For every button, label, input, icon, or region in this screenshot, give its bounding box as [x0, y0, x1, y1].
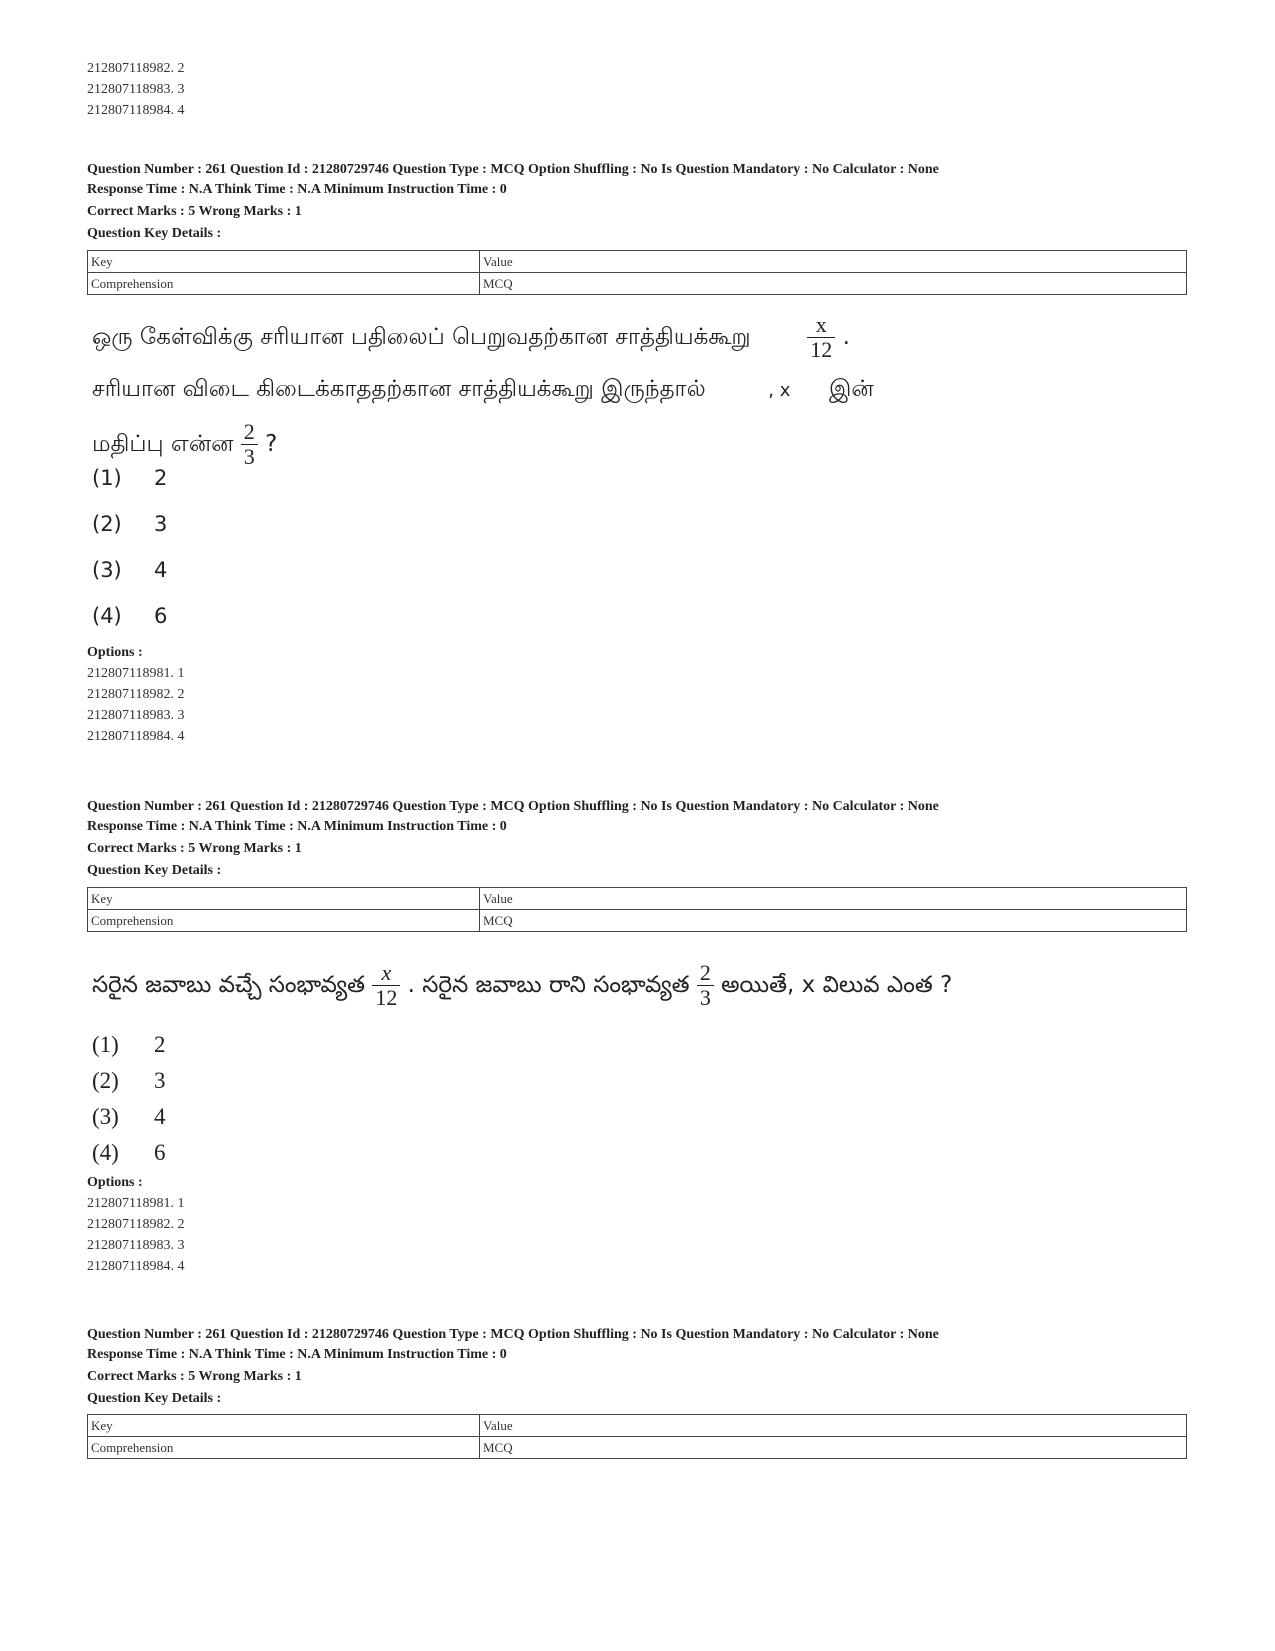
answer-value: 6	[154, 1140, 166, 1165]
options-section	[87, 1173, 184, 1277]
fraction-denominator: 12	[372, 985, 400, 1010]
answer-option	[92, 455, 167, 501]
question-mark: ?	[265, 431, 278, 457]
answer-value: 4	[154, 558, 168, 582]
answer-option	[92, 501, 167, 547]
table-cell: Comprehension	[88, 910, 480, 932]
fraction-numerator: 2	[699, 960, 711, 985]
option-id: 212807118984. 4	[87, 103, 185, 118]
question-line: ஒரு கேள்விக்கு சரியான பதிலைப் பெறுவதற்கான சாத்தியக்கூறு	[92, 324, 751, 350]
table-cell: MCQ	[480, 273, 1187, 295]
answer-value: 3	[154, 512, 168, 536]
table-row	[88, 910, 1187, 932]
fraction	[807, 313, 835, 362]
fraction-denominator: 3	[697, 985, 714, 1010]
fraction-numerator: x	[381, 960, 392, 985]
option-id: 212807118984. 4	[87, 1259, 185, 1274]
meta-line-1: Question Number : 261 Question Id : 21280729746 Question Type : MCQ Option Shuffling : No Is Question Mandatory : No Calculator : None	[87, 162, 939, 177]
fraction-denominator: 3	[241, 444, 258, 469]
option-id: 212807118981. 1	[87, 1196, 185, 1211]
table-row	[88, 1437, 1187, 1459]
option-id: 212807118984. 4	[87, 729, 185, 744]
answer-list	[92, 1027, 166, 1171]
options-section	[87, 643, 184, 747]
fraction	[372, 961, 400, 1010]
question-meta	[87, 1325, 1247, 1409]
answer-number: (4)	[92, 1140, 119, 1165]
answer-option	[92, 1135, 166, 1171]
table-cell: Comprehension	[88, 273, 480, 295]
meta-line-1: Question Number : 261 Question Id : 21280729746 Question Type : MCQ Option Shuffling : No Is Question Mandatory : No Calculator : None	[87, 1327, 939, 1342]
prev-options-list	[87, 58, 184, 121]
answer-number: (2)	[92, 512, 122, 536]
option-id: 212807118982. 2	[87, 687, 185, 702]
question-line: மதிப்பு என்ன	[92, 431, 234, 457]
table-cell: Key	[88, 1415, 480, 1437]
question-text-tamil	[92, 310, 1092, 474]
table-row	[88, 1415, 1187, 1437]
answer-option	[92, 1063, 166, 1099]
fraction-denominator: 12	[807, 337, 835, 362]
answer-option	[92, 547, 167, 593]
option-id: 212807118981. 1	[87, 666, 185, 681]
answer-list	[92, 455, 167, 639]
fraction	[697, 961, 714, 1010]
meta-line-1: Question Number : 261 Question Id : 21280729746 Question Type : MCQ Option Shuffling : No Is Question Mandatory : No Calculator : None	[87, 799, 939, 814]
table-row	[88, 251, 1187, 273]
option-id: 212807118982. 2	[87, 1217, 185, 1232]
answer-number: (3)	[92, 558, 122, 582]
question-part: అయితే, x విలువ ఎంత ?	[721, 972, 953, 998]
fraction-numerator: 2	[243, 419, 255, 444]
marks-line: Correct Marks : 5 Wrong Marks : 1	[87, 1369, 302, 1384]
answer-value: 4	[154, 1104, 166, 1129]
key-details-label: Question Key Details :	[87, 226, 222, 241]
option-id: 212807118983. 3	[87, 708, 185, 723]
answer-number: (2)	[92, 1068, 119, 1093]
answer-option	[92, 1027, 166, 1063]
key-details-label: Question Key Details :	[87, 863, 222, 878]
answer-value: 6	[154, 604, 168, 628]
answer-option	[92, 593, 167, 639]
marks-line: Correct Marks : 5 Wrong Marks : 1	[87, 841, 302, 856]
table-cell: Value	[480, 251, 1187, 273]
table-cell: MCQ	[480, 910, 1187, 932]
answer-value: 2	[154, 466, 168, 490]
table-cell: Key	[88, 251, 480, 273]
answer-option	[92, 1099, 166, 1135]
table-cell: Key	[88, 888, 480, 910]
meta-line-2: Response Time : N.A Think Time : N.A Minimum Instruction Time : 0	[87, 182, 507, 197]
options-label: Options :	[87, 1175, 143, 1190]
fraction	[241, 420, 258, 469]
marks-line: Correct Marks : 5 Wrong Marks : 1	[87, 204, 302, 219]
option-id: 212807118983. 3	[87, 1238, 185, 1253]
key-details-label: Question Key Details :	[87, 1391, 222, 1406]
fraction-numerator: x	[815, 312, 827, 337]
option-id: 212807118982. 2	[87, 61, 185, 76]
answer-number: (1)	[92, 1032, 119, 1057]
option-id: 212807118983. 3	[87, 82, 185, 97]
table-row	[88, 888, 1187, 910]
answer-value: 3	[154, 1068, 166, 1093]
table-row	[88, 273, 1187, 295]
variable-x: , x	[768, 380, 791, 401]
table-cell: Value	[480, 1415, 1187, 1437]
answer-number: (1)	[92, 466, 122, 490]
question-part: సరైన జవాబు వచ్చే సంభావ్యత	[92, 972, 366, 998]
question-part: . సరైన జవాబు రాని సంభావ్యత	[407, 972, 690, 998]
question-word: இன்	[829, 376, 874, 402]
answer-value: 2	[154, 1032, 166, 1057]
punctuation: .	[842, 324, 850, 350]
meta-line-2: Response Time : N.A Think Time : N.A Minimum Instruction Time : 0	[87, 1347, 507, 1362]
key-value-table	[87, 250, 1187, 295]
answer-number: (4)	[92, 604, 122, 628]
table-cell: Value	[480, 888, 1187, 910]
table-cell: Comprehension	[88, 1437, 480, 1459]
question-meta	[87, 160, 1247, 244]
key-value-table	[87, 887, 1187, 932]
table-cell: MCQ	[480, 1437, 1187, 1459]
question-line: சரியான விடை கிடைக்காததற்கான சாத்தியக்கூறு இருந்தால்	[92, 376, 706, 402]
answer-number: (3)	[92, 1104, 119, 1129]
meta-line-2: Response Time : N.A Think Time : N.A Minimum Instruction Time : 0	[87, 819, 507, 834]
key-value-table	[87, 1414, 1187, 1459]
question-text-telugu	[92, 955, 952, 1015]
question-meta	[87, 797, 1247, 881]
options-label: Options :	[87, 645, 143, 660]
